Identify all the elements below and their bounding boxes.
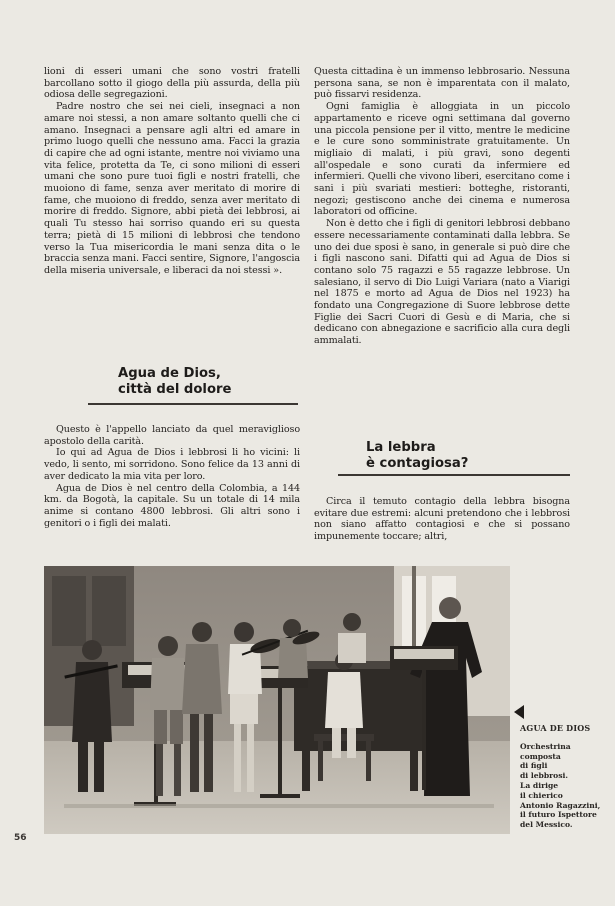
heading-line: Agua de Dios,: [118, 366, 221, 381]
paragraph: Agua de Dios è nel centro della Colombia, a 144 km. da Bogotà, la capitale. Su un totale di 14 mila anime si contano 4800 lebbrosi. Gli altri sono i genitori o i figli dei malati.: [44, 482, 300, 529]
caption-line: di lebbrosi.: [520, 771, 569, 781]
caption-title: AGUA DE DIOS: [520, 723, 591, 733]
caption-line: di figli: [520, 761, 548, 771]
caption-line: il chierico: [520, 790, 563, 800]
paragraph: Ogni famiglia è alloggiata in un piccolo appartamento e riceve ogni settimana dal governo una piccola pensione per il vitto, mentre le medicine e le cure sono somministrate gratuitamente. Un migliaio di malati, i più gravi, sono degenti all'ospedale e sono curati da infermiere ed infermieri. Quelli che vivono liberi, esercitano come i sani i più svariati mestieri: botteghe, ristoranti, negozi; gestiscono anche dei cinema e numerosa laboratori od officine.: [314, 101, 570, 218]
text-column-left-bottom: [44, 424, 300, 529]
caption-line: La dirige: [520, 780, 559, 790]
paragraph: Padre nostro che sei nei cieli, insegnaci a non amare noi stessi, a non amare soltanto quelli che ci amano. Insegnaci a pensare agli altri ed amare in primo luogo quelli che nessuno ama. Facci la grazia di capire che ad ogni istante, mentre noi viviamo una vita felice, protetta da Te, ci sono milioni di esseri umani che sono pure tuoi figli e nostri fratelli, che muoiono di fame, senza aver meritato di morire di fame, che muoiono di freddo, senza aver meritato di morire di freddo. Signore, abbi pietà dei lebbrosi, ai quali Tu stesso hai sorriso quando eri su questa terra; pietà di 15 milioni di lebbrosi che tendono verso la Tua misericordia le mani senza dita o le braccia senza mani. Facci sentire, Signore, l'angoscia della miseria universale, e liberaci da noi stessi ».: [44, 101, 300, 276]
section-heading-lebbra: [366, 440, 468, 472]
paragraph: Non è detto che i figli di genitori lebbrosi debbano essere necessariamente contaminati dalla lebbra. Se uno dei due sposi è sano, in generale si può dire che i figli nascono sani. Difatti qui ad Agua de Dios si contano solo 75 ragazzi e 55 ragazze lebbrose. Un salesiano, il servo di Dio Luigi Variara (nato a Viarigi nel 1875 e morto ad Agua de Dios nel 1923) ha fondato una Congregazione di Suore lebbrose dette Figlie dei Sacri Cuori di Gesù e di Maria, che si dedicano con abnegazione e sacrificio alla cura degli ammalati.: [314, 218, 570, 347]
paragraph: Circa il temuto contagio della lebbra bisogna evitare due estremi: alcuni pretendono che i lebbrosi non siano affatto contagiosi e che si possano impunemente toccare; altri,: [314, 496, 570, 543]
caption-line: Antonio Ragazzini,: [520, 800, 601, 810]
section-divider: [88, 403, 298, 405]
heading-line: La lebbra: [366, 440, 436, 455]
photo-caption: [520, 724, 608, 830]
caption-line: del Messico.: [520, 820, 573, 830]
orchestra-photo: [44, 566, 510, 834]
text-column-left-top: [44, 66, 300, 277]
heading-line: città del dolore: [118, 382, 232, 397]
text-column-right-top: [314, 66, 570, 347]
paragraph: Io qui ad Agua de Dios i lebbrosi li ho vicini: li vedo, li sento, mi sorridono. Sono felice da 13 anni di aver dedicato la mia vita per loro.: [44, 447, 300, 482]
orchestra-photo-illustration: [44, 566, 510, 834]
caption-line: Orchestrina: [520, 741, 571, 751]
caption-pointer-icon: [514, 705, 524, 719]
paragraph: lioni di esseri umani che sono vostri fratelli barcollano sotto il giogo della più assurda, della più odiosa delle segregazioni.: [44, 66, 300, 101]
section-heading-agua-de-dios: [118, 366, 231, 398]
page-number: 56: [14, 833, 27, 843]
caption-line: composta: [520, 751, 561, 761]
heading-line: è contagiosa?: [366, 456, 469, 471]
paragraph: Questa cittadina è un immenso lebbrosario. Nessuna persona sana, se non è imparentata con il malato, può fissarvi residenza.: [314, 66, 570, 101]
paragraph: Questo è l'appello lanciato da quel meraviglioso apostolo della carità.: [44, 424, 300, 447]
text-column-right-bottom: [314, 496, 570, 543]
section-divider: [338, 474, 570, 476]
caption-line: il futuro Ispettore: [520, 810, 597, 820]
